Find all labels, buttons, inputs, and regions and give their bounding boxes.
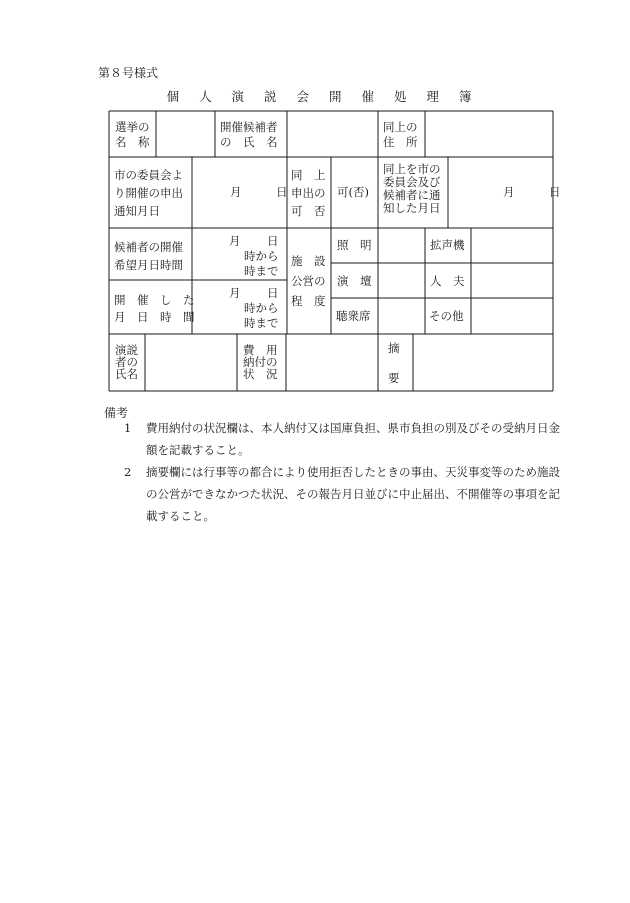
other-label: その他: [429, 309, 464, 323]
loudspeaker-label: 拡声機: [430, 238, 465, 252]
lighting-label: 照 明: [337, 238, 372, 252]
candidate-name-label: 開催候補者 の 氏 名: [220, 120, 278, 149]
audience-seats-label: 聴衆席: [336, 309, 371, 323]
document-title: 個 人 演 説 会 開 催 処 理 簿: [166, 89, 480, 104]
desired-time-from: 時から: [244, 249, 279, 263]
note-number: 1: [124, 421, 132, 435]
desired-time-to: 時まで: [244, 264, 279, 278]
staff-label: 人 夫: [430, 274, 465, 288]
facility-extent-label: 施 設 公営の 程 度: [291, 254, 326, 308]
actual-datetime-label: 開 催 し た 月 日 時 間: [114, 293, 195, 324]
desired-day: 日: [267, 234, 279, 248]
speaker-name-label: 演説 者の 氏名: [115, 343, 138, 381]
commission-notice-date-label: 市の委員会よ り開催の申出 通知月日: [114, 168, 183, 218]
summary-label-bottom: 要: [388, 371, 400, 385]
same-request-approval-label: 同 上 申出の 可 否: [291, 168, 326, 218]
desired-datetime-label: 候補者の開催 希望月日時間: [114, 240, 183, 272]
note-text: 摘要欄には行事等の都合により使用拒否したときの事由、天災事変等のため施設の公営ができなかつた状況、その報告月日並びに中止届出、不開催等の事項を記載すること。: [146, 465, 560, 523]
approval-value: 可(否): [337, 185, 369, 199]
summary-label-top: 摘: [388, 341, 400, 355]
cost-payment-label: 費 用 納付の 状 況: [243, 343, 278, 381]
actual-time-from: 時から: [244, 301, 279, 315]
note-item: [124, 417, 564, 461]
candidate-address-label: 同上の 住 所: [383, 120, 418, 149]
note-item: [124, 461, 564, 527]
notice-to-commission-date-label: 同上を市の 委員会及び 候補者に通 知した月日: [383, 162, 441, 215]
form-number: 第８号様式: [98, 66, 159, 80]
actual-time-to: 時まで: [244, 316, 279, 330]
note-number: 2: [124, 465, 132, 479]
podium-label: 演 壇: [337, 274, 372, 288]
actual-day: 日: [267, 286, 279, 300]
commission-notice-month-day: 月 日: [230, 185, 288, 199]
election-name-label: 選挙の 名 称: [115, 120, 150, 149]
desired-month: 月: [229, 234, 241, 248]
notice-to-commission-month-day: 月 日: [503, 185, 561, 199]
note-text: 費用納付の状況欄は、本人納付又は国庫負担、県市負担の別及びその受納月日金額を記載すること。: [146, 421, 560, 457]
actual-month: 月: [229, 286, 241, 300]
notes-heading: 備考: [104, 406, 129, 420]
